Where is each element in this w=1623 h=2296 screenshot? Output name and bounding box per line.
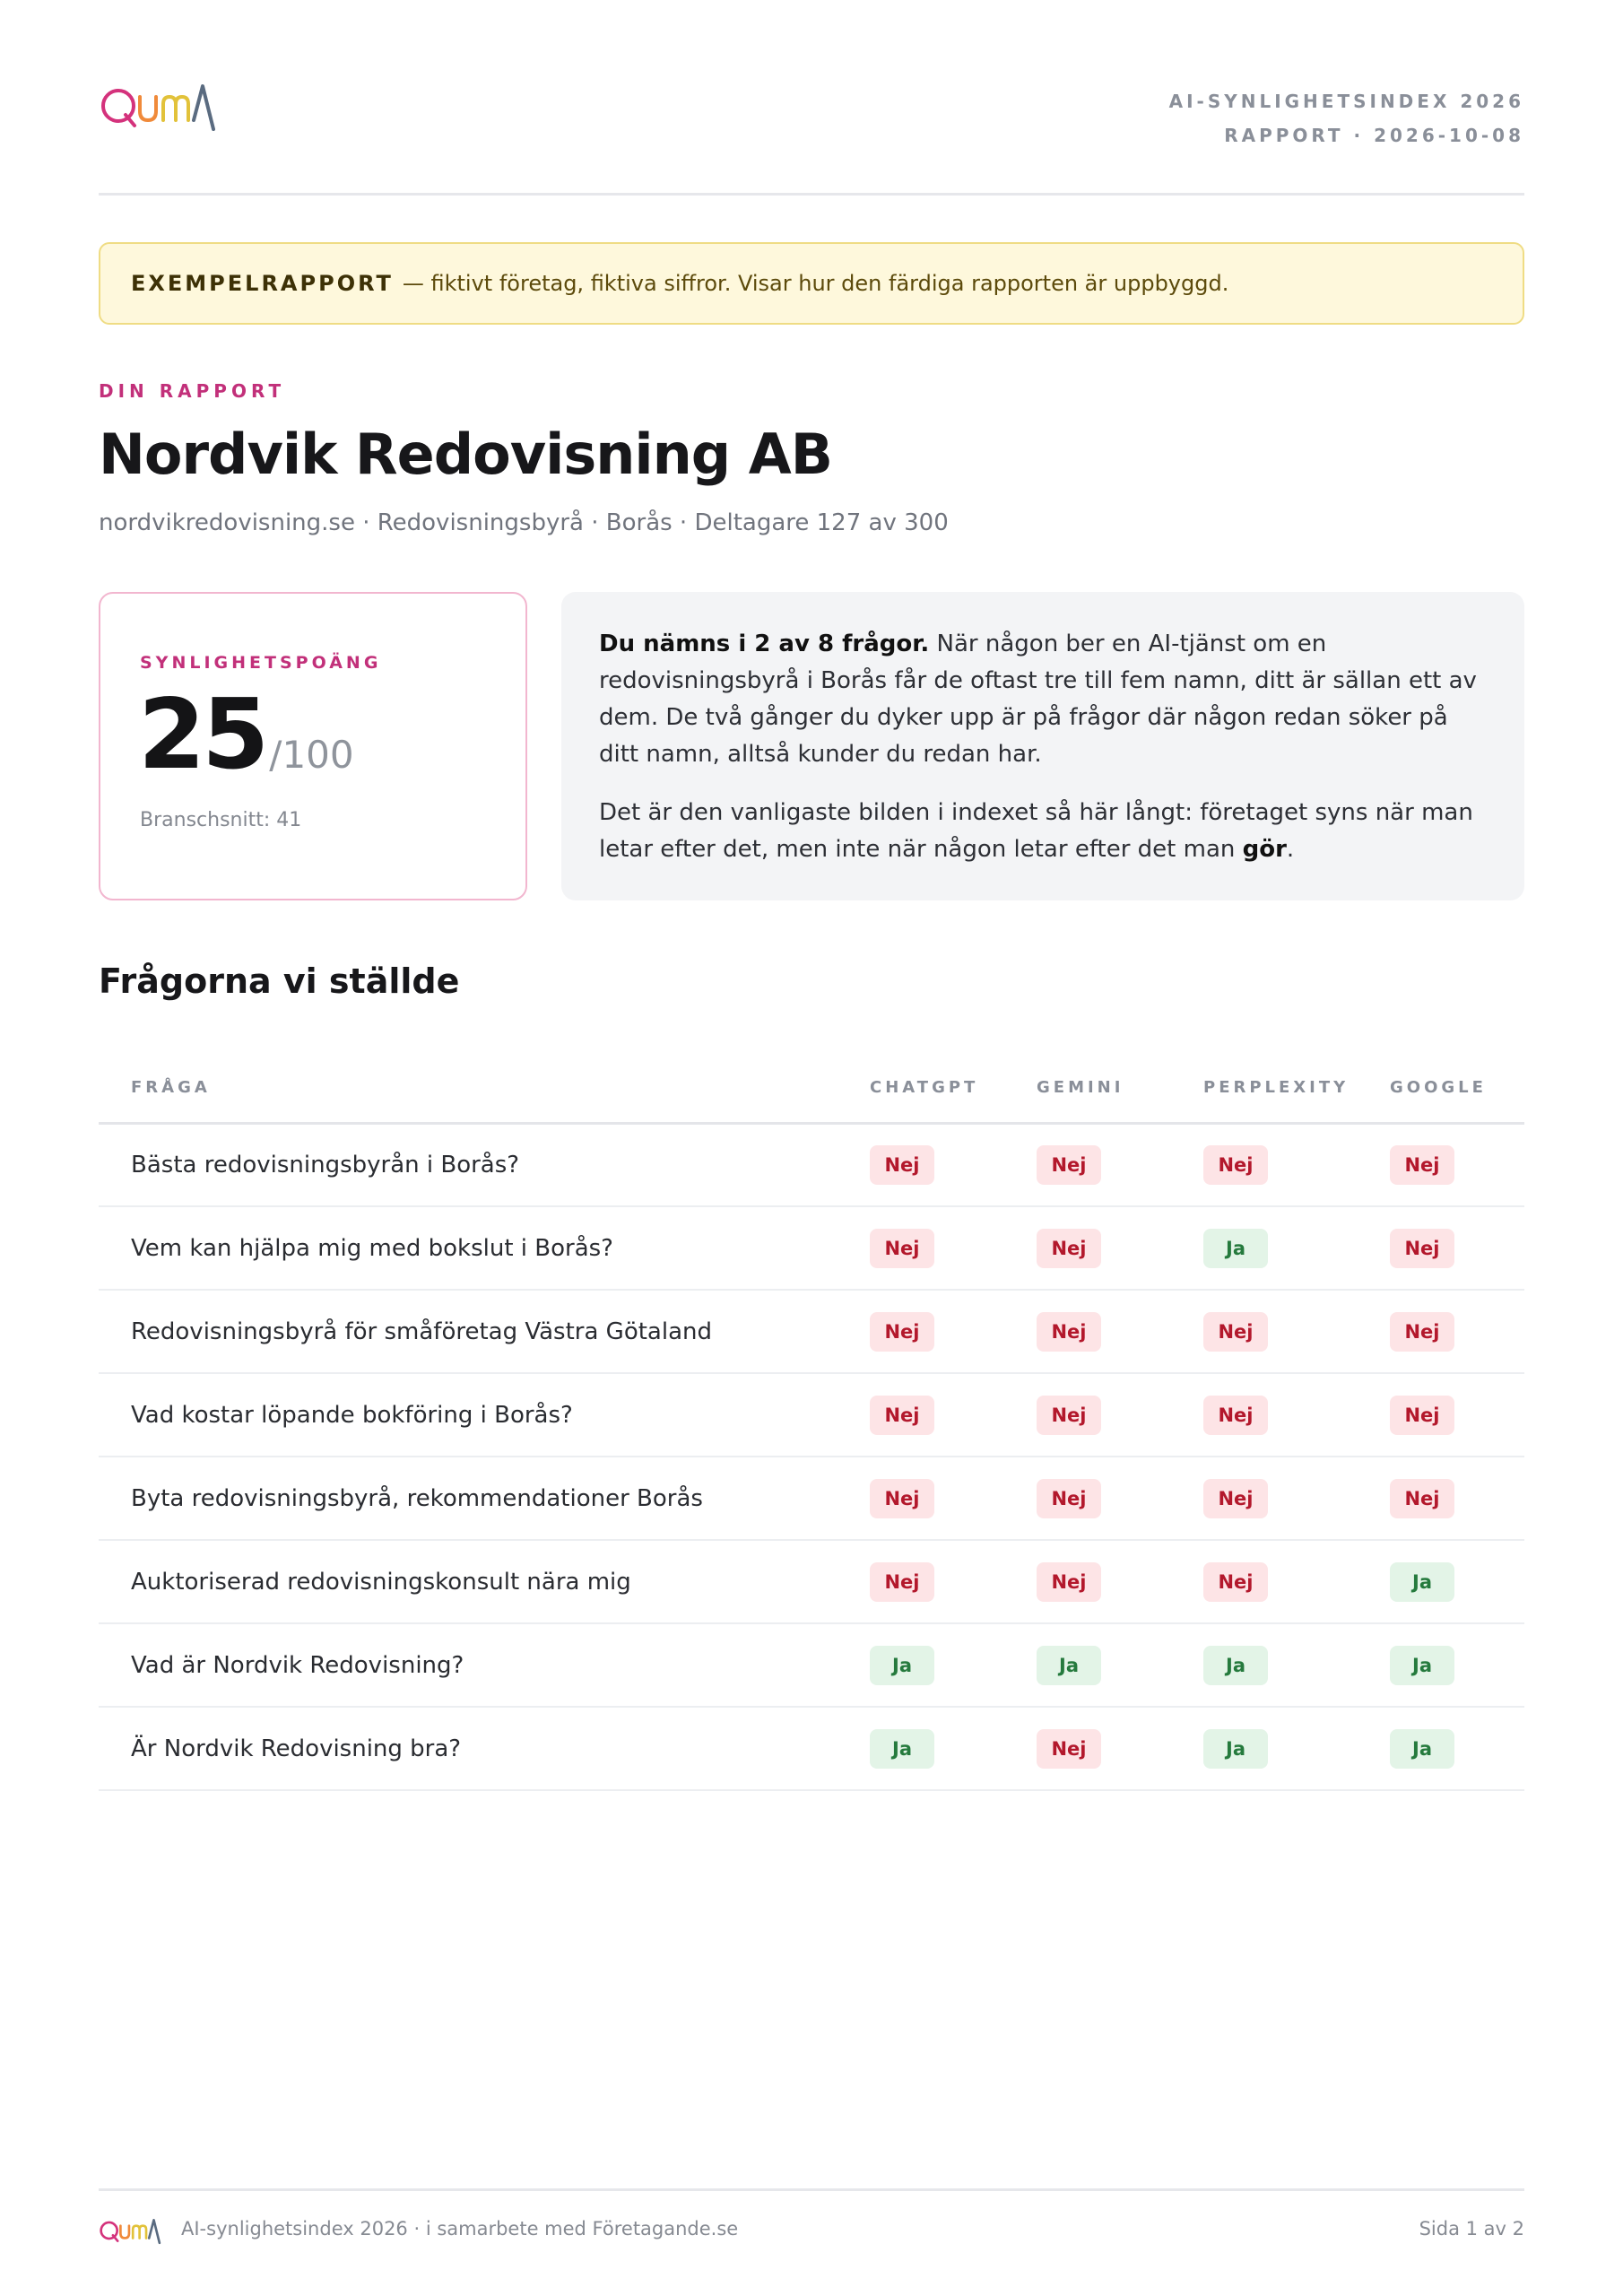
notice-label: EXEMPELRAPPORT — [131, 271, 394, 296]
table-row — [99, 1206, 1524, 1290]
notice-text: — fiktivt företag, fiktiva siffror. Visar hur den färdiga rapporten är uppbyggd. — [402, 271, 1229, 296]
yes-badge: Ja — [1203, 1729, 1268, 1769]
header-meta — [1169, 84, 1524, 152]
answer-cell-google — [1390, 1123, 1524, 1206]
answer-cell-gemini — [1037, 1206, 1203, 1290]
yes-badge: Ja — [1203, 1646, 1268, 1685]
no-badge: Nej — [1390, 1479, 1454, 1518]
page-header — [99, 75, 1524, 196]
answer-cell-perplexity — [1203, 1540, 1390, 1623]
no-badge: Nej — [1203, 1396, 1268, 1435]
header-google: GOOGLE — [1390, 1053, 1524, 1123]
no-badge: Nej — [1203, 1479, 1268, 1518]
answer-cell-gemini — [1037, 1707, 1203, 1790]
header-chatgpt: CHATGPT — [870, 1053, 1037, 1123]
quma-logo-small — [99, 2216, 161, 2245]
score-label: SYNLIGHETSPOÄNG — [140, 653, 382, 673]
answer-cell-perplexity — [1203, 1707, 1390, 1790]
summary-highlight: Du nämns i 2 av 8 frågor. — [599, 631, 930, 657]
header-perplexity: PERPLEXITY — [1203, 1053, 1390, 1123]
answer-cell-google — [1390, 1290, 1524, 1373]
answer-cell-chatgpt — [870, 1373, 1037, 1457]
no-badge: Nej — [1037, 1312, 1101, 1352]
table-row — [99, 1373, 1524, 1457]
answer-cell-google — [1390, 1206, 1524, 1290]
yes-badge: Ja — [1390, 1562, 1454, 1602]
answer-cell-perplexity — [1203, 1206, 1390, 1290]
question-text: Bästa redovisningsbyrån i Borås? — [99, 1123, 870, 1206]
summary-text-2-end: . — [1286, 836, 1295, 863]
no-badge: Nej — [870, 1229, 934, 1268]
summary-text-1: När någon ber en AI-tjänst om en redovisningsbyrå i Borås får de oftast tre till fem namn, ditt är sällan ett av dem. De två gånger du dyker upp är på frågor där någon redan söker på ditt namn, alltså kunder du redan har. — [599, 631, 1477, 768]
yes-badge: Ja — [1390, 1646, 1454, 1685]
no-badge: Nej — [1203, 1562, 1268, 1602]
score-max: /100 — [269, 733, 354, 777]
yes-badge: Ja — [1037, 1646, 1101, 1685]
no-badge: Nej — [1390, 1312, 1454, 1352]
no-badge: Nej — [1037, 1479, 1101, 1518]
table-row — [99, 1707, 1524, 1790]
report-date-label: RAPPORT · 2026-10-08 — [1224, 125, 1524, 146]
answer-cell-gemini — [1037, 1540, 1203, 1623]
yes-badge: Ja — [1390, 1729, 1454, 1769]
score-number: 25 — [138, 679, 266, 791]
yes-badge: Ja — [1203, 1229, 1268, 1268]
answer-cell-gemini — [1037, 1290, 1203, 1373]
questions-table — [99, 1053, 1524, 1791]
company-meta: nordvikredovisning.se · Redovisningsbyrå · Borås · Deltagare 127 av 300 — [99, 509, 949, 536]
question-text: Byta redovisningsbyrå, rekommendationer Borås — [99, 1457, 870, 1540]
no-badge: Nej — [1203, 1312, 1268, 1352]
summary-text-2: Det är den vanligaste bilden i indexet så här långt: företaget syns när man letar efter det, men inte när någon letar efter det man — [599, 799, 1473, 863]
answer-cell-chatgpt — [870, 1123, 1037, 1206]
no-badge: Nej — [1037, 1562, 1101, 1602]
answer-cell-gemini — [1037, 1123, 1203, 1206]
no-badge: Nej — [1390, 1229, 1454, 1268]
answer-cell-google — [1390, 1373, 1524, 1457]
question-text: Vad kostar löpande bokföring i Borås? — [99, 1373, 870, 1457]
index-label: AI-SYNLIGHETSINDEX 2026 — [1168, 91, 1524, 112]
question-text: Vem kan hjälpa mig med bokslut i Borås? — [99, 1206, 870, 1290]
quma-logo — [99, 79, 217, 133]
question-text: Är Nordvik Redovisning bra? — [99, 1707, 870, 1790]
answer-cell-chatgpt — [870, 1623, 1037, 1707]
no-badge: Nej — [1037, 1729, 1101, 1769]
questions-title: Frågorna vi ställde — [99, 961, 460, 1001]
answer-cell-perplexity — [1203, 1123, 1390, 1206]
no-badge: Nej — [870, 1562, 934, 1602]
summary-paragraph-2 — [599, 795, 1487, 868]
no-badge: Nej — [1037, 1145, 1101, 1185]
yes-badge: Ja — [870, 1646, 934, 1685]
header-gemini: GEMINI — [1037, 1053, 1203, 1123]
summary-box — [561, 592, 1524, 900]
answer-cell-chatgpt — [870, 1290, 1037, 1373]
answer-cell-gemini — [1037, 1457, 1203, 1540]
answer-cell-gemini — [1037, 1623, 1203, 1707]
table-header-row — [99, 1053, 1524, 1123]
table-row — [99, 1123, 1524, 1206]
footer-text: AI-synlighetsindex 2026 · i samarbete med Företagande.se — [181, 2218, 739, 2239]
industry-average: Branschsnitt: 41 — [140, 809, 302, 831]
yes-badge: Ja — [870, 1729, 934, 1769]
no-badge: Nej — [870, 1396, 934, 1435]
answer-cell-google — [1390, 1540, 1524, 1623]
table-row — [99, 1540, 1524, 1623]
example-notice — [99, 242, 1524, 325]
answer-cell-chatgpt — [870, 1206, 1037, 1290]
no-badge: Nej — [1390, 1145, 1454, 1185]
answer-cell-chatgpt — [870, 1707, 1037, 1790]
company-name: Nordvik Redovisning AB — [99, 422, 832, 487]
question-text: Auktoriserad redovisningskonsult nära mig — [99, 1540, 870, 1623]
answer-cell-perplexity — [1203, 1457, 1390, 1540]
page-footer — [99, 2188, 1524, 2242]
no-badge: Nej — [870, 1312, 934, 1352]
no-badge: Nej — [1037, 1229, 1101, 1268]
score-card — [99, 592, 527, 900]
summary-emphasis: gör — [1242, 836, 1287, 863]
no-badge: Nej — [1390, 1396, 1454, 1435]
summary-paragraph-1 — [599, 626, 1487, 773]
answer-cell-chatgpt — [870, 1457, 1037, 1540]
answer-cell-perplexity — [1203, 1290, 1390, 1373]
answer-cell-google — [1390, 1707, 1524, 1790]
no-badge: Nej — [870, 1479, 934, 1518]
table-row — [99, 1623, 1524, 1707]
page-number: Sida 1 av 2 — [1419, 2218, 1524, 2239]
answer-cell-gemini — [1037, 1373, 1203, 1457]
answer-cell-perplexity — [1203, 1373, 1390, 1457]
table-row — [99, 1457, 1524, 1540]
answer-cell-google — [1390, 1623, 1524, 1707]
table-row — [99, 1290, 1524, 1373]
header-question: FRÅGA — [99, 1053, 870, 1123]
no-badge: Nej — [1037, 1396, 1101, 1435]
answer-cell-perplexity — [1203, 1623, 1390, 1707]
no-badge: Nej — [1203, 1145, 1268, 1185]
question-text: Redovisningsbyrå för småföretag Västra Götaland — [99, 1290, 870, 1373]
answer-cell-chatgpt — [870, 1540, 1037, 1623]
no-badge: Nej — [870, 1145, 934, 1185]
question-text: Vad är Nordvik Redovisning? — [99, 1623, 870, 1707]
score-value — [138, 679, 354, 791]
answer-cell-google — [1390, 1457, 1524, 1540]
report-eyebrow: DIN RAPPORT — [99, 380, 286, 402]
